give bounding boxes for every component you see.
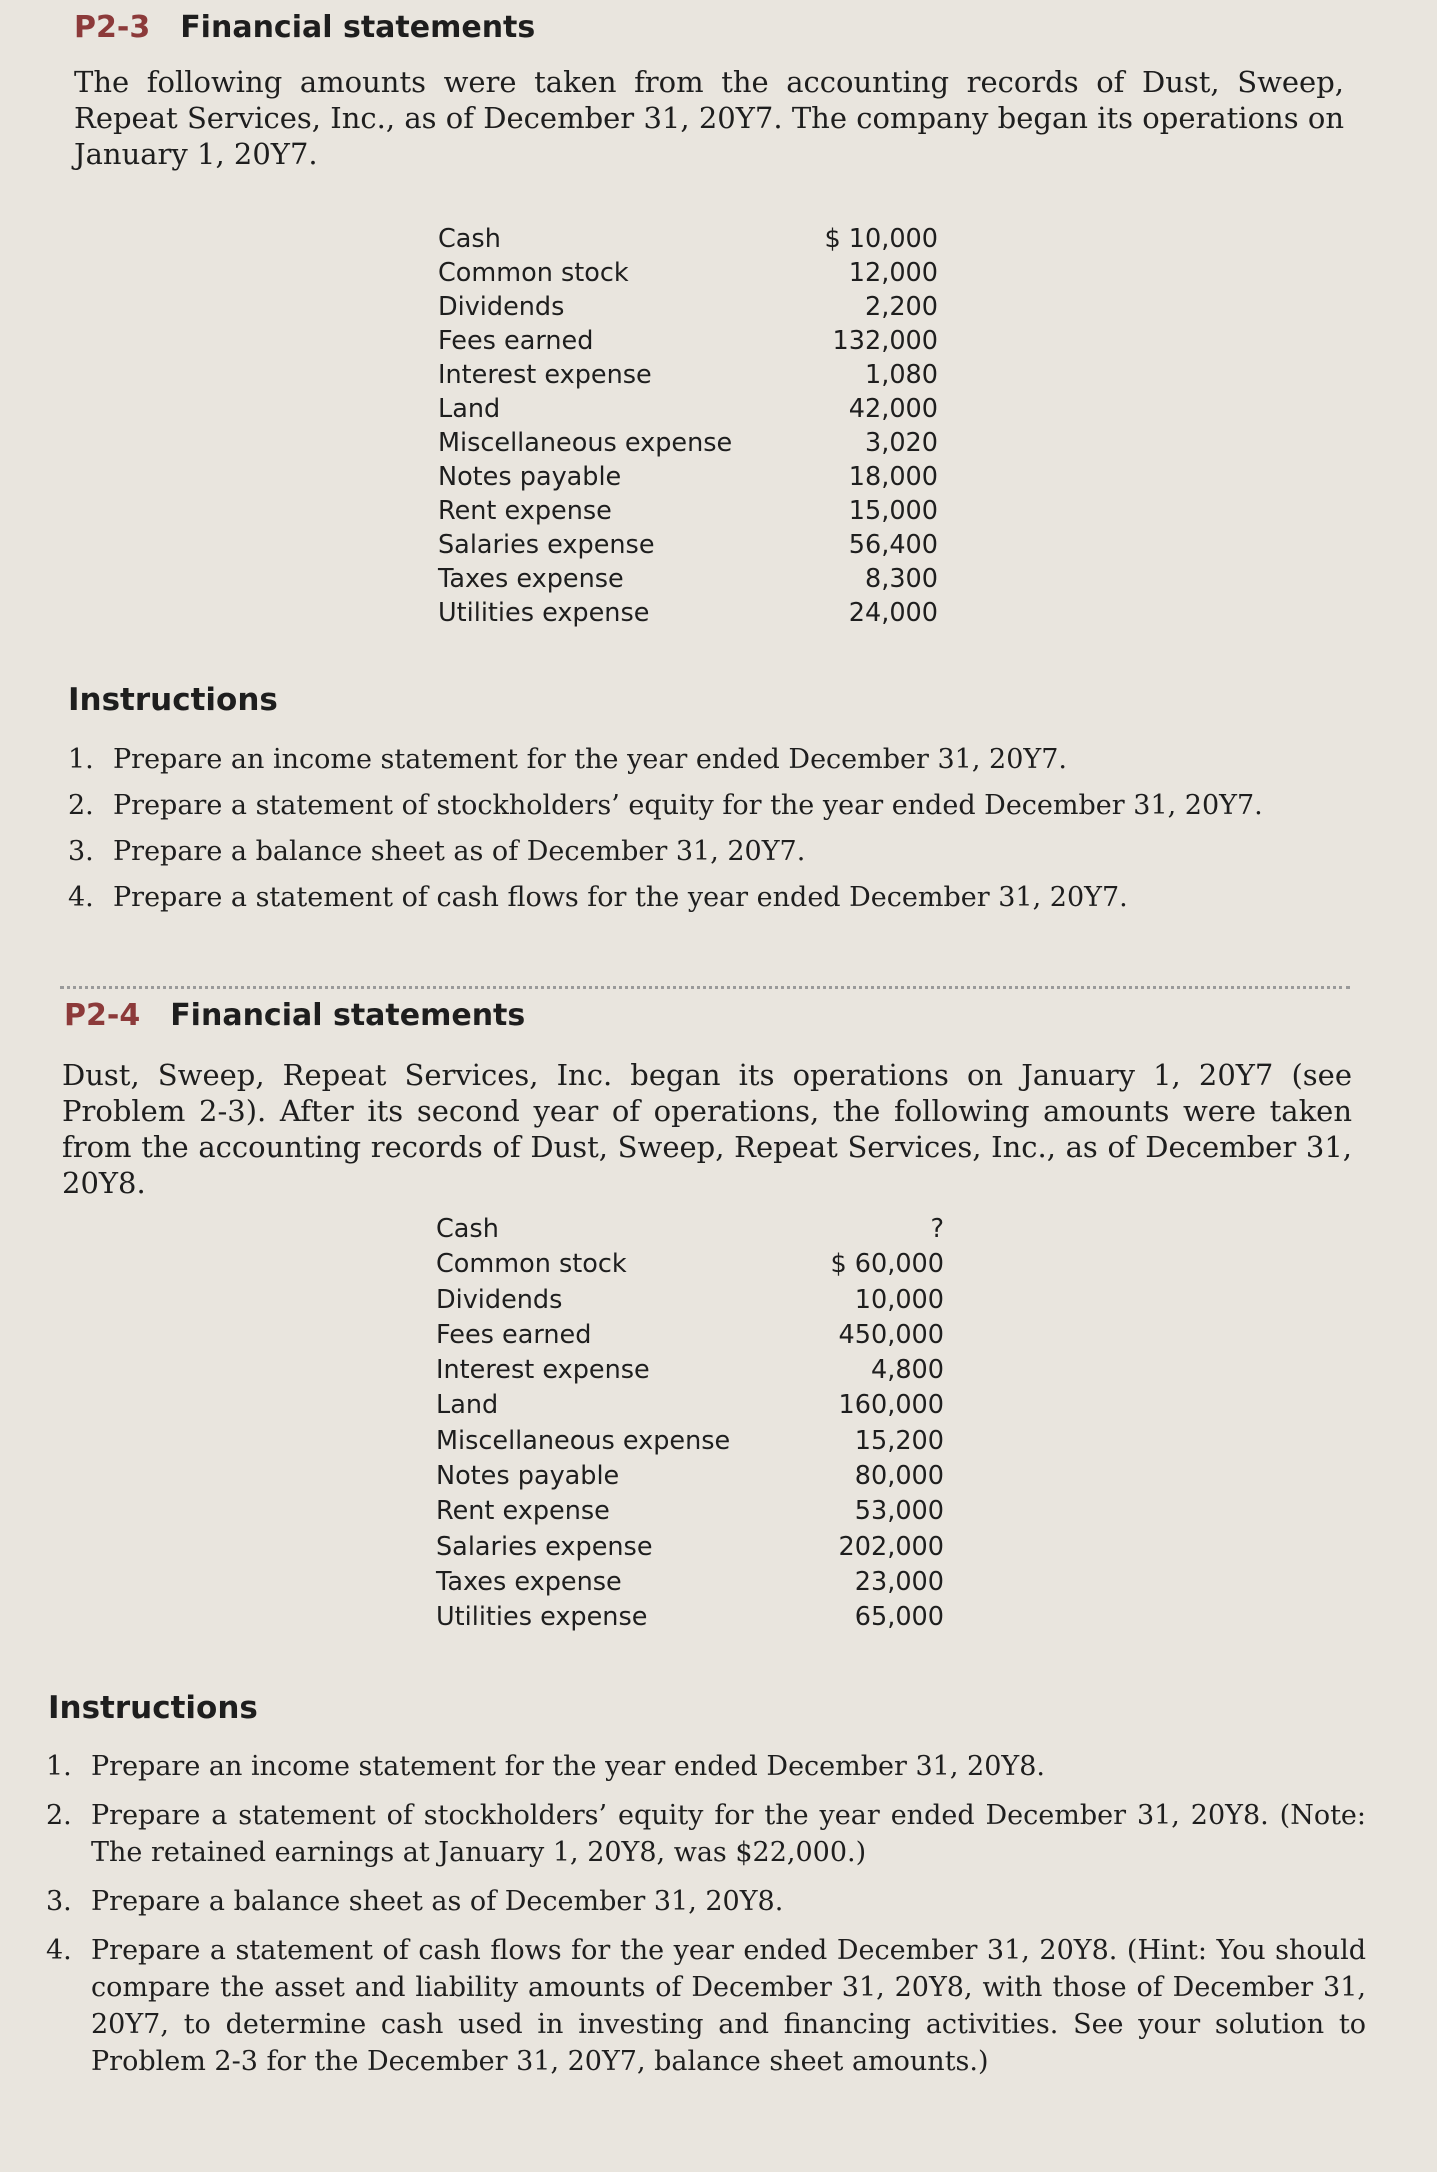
account-label: Rent expense	[436, 1496, 610, 1527]
account-amount: 56,400	[848, 530, 938, 560]
account-row	[436, 1390, 944, 1425]
account-label: Fees earned	[438, 326, 594, 356]
instruction-text: Prepare a statement of cash flows for the year ended December 31, 20Y8. (Hint: You should compare the asset and liability amounts of December 31, 20Y8, with those of December 31, 20Y7, to determine cash used in investing and financing activities. See your solution to Problem 2-3 for the December 31, 20Y7, balance sheet amounts.)	[91, 1935, 1366, 2077]
account-label: Utilities expense	[436, 1602, 648, 1633]
account-label: Miscellaneous expense	[438, 428, 733, 458]
instruction-text: Prepare an income statement for the year ended December 31, 20Y7.	[113, 744, 1067, 775]
section-divider	[60, 986, 1350, 989]
account-amount: 160,000	[838, 1390, 944, 1421]
problem-title: Financial statements	[180, 10, 536, 45]
account-amount: 42,000	[848, 394, 938, 424]
problem-heading	[64, 998, 525, 1033]
instructions-list	[68, 740, 1308, 924]
account-label: Miscellaneous expense	[436, 1425, 731, 1456]
accounts-table	[436, 1214, 944, 1638]
account-amount: 12,000	[848, 258, 938, 288]
instruction-number: 4.	[68, 882, 94, 913]
account-row	[438, 258, 938, 292]
account-amount: 23,000	[854, 1566, 944, 1597]
account-amount: 450,000	[838, 1319, 944, 1350]
account-label: Utilities expense	[438, 598, 650, 628]
account-amount: 2,200	[864, 292, 938, 322]
account-row	[436, 1567, 944, 1602]
instruction-text: Prepare a statement of stockholders’ equity for the year ended December 31, 20Y7.	[113, 790, 1263, 821]
account-label: Notes payable	[436, 1461, 620, 1492]
account-row	[436, 1249, 944, 1284]
instruction-text: Prepare a statement of cash flows for the year ended December 31, 20Y7.	[113, 882, 1128, 913]
account-row	[438, 598, 938, 632]
instruction-number: 1.	[46, 1751, 72, 1782]
account-amount: 8,300	[864, 564, 938, 594]
account-row	[438, 564, 938, 598]
account-label: Cash	[438, 224, 501, 254]
account-amount: 15,200	[854, 1425, 944, 1456]
account-label: Salaries expense	[436, 1531, 653, 1562]
account-label: Dividends	[438, 292, 565, 322]
account-amount: 53,000	[854, 1496, 944, 1527]
instruction-number: 4.	[46, 1935, 72, 1966]
account-label: Common stock	[436, 1249, 627, 1280]
account-label: Land	[436, 1390, 499, 1421]
account-row	[436, 1355, 944, 1390]
account-label: Dividends	[436, 1284, 563, 1315]
account-label: Fees earned	[436, 1319, 592, 1350]
account-amount: $ 60,000	[830, 1249, 944, 1280]
account-label: Interest expense	[438, 360, 652, 390]
account-label: Common stock	[438, 258, 629, 288]
problem-number: P2-3	[74, 10, 151, 45]
instructions-heading: Instructions	[48, 1690, 258, 1726]
account-row	[438, 360, 938, 394]
instruction-item	[68, 878, 1308, 918]
account-amount: 4,800	[870, 1355, 944, 1386]
account-row	[436, 1214, 944, 1249]
account-row	[436, 1602, 944, 1637]
instructions-heading: Instructions	[68, 682, 278, 718]
account-amount: 24,000	[848, 598, 938, 628]
account-amount: 132,000	[832, 326, 938, 356]
account-amount: 3,020	[864, 428, 938, 458]
instruction-number: 2.	[46, 1800, 72, 1831]
account-label: Rent expense	[438, 496, 612, 526]
account-row	[436, 1461, 944, 1496]
account-row	[438, 530, 938, 564]
instruction-item	[46, 1797, 1366, 1871]
instruction-item	[46, 1748, 1366, 1785]
instruction-text: Prepare a balance sheet as of December 31, 20Y8.	[91, 1886, 784, 1917]
instruction-item	[46, 1883, 1366, 1920]
account-row	[436, 1496, 944, 1531]
account-amount: 80,000	[854, 1461, 944, 1492]
account-row	[438, 224, 938, 258]
account-amount: ?	[930, 1214, 944, 1244]
accounts-table	[438, 224, 938, 632]
account-label: Land	[438, 394, 501, 424]
problem-heading	[74, 10, 535, 45]
account-row	[438, 462, 938, 496]
problem-title: Financial statements	[170, 998, 526, 1033]
account-row	[436, 1426, 944, 1461]
account-row	[438, 394, 938, 428]
account-amount: 65,000	[854, 1602, 944, 1633]
instruction-item	[68, 832, 1308, 872]
account-row	[436, 1285, 944, 1320]
account-amount: $ 10,000	[824, 224, 938, 254]
instruction-number: 1.	[68, 744, 94, 775]
problem-intro: The following amounts were taken from the accounting records of Dust, Sweep, Repeat Services, Inc., as of December 31, 20Y7. The company began its operations on January 1, 20Y7.	[74, 65, 1344, 171]
account-label: Interest expense	[436, 1355, 650, 1386]
account-label: Salaries expense	[438, 530, 655, 560]
account-row	[436, 1320, 944, 1355]
account-amount: 10,000	[854, 1284, 944, 1315]
instruction-item	[68, 786, 1308, 826]
instruction-item	[46, 1932, 1366, 2080]
problem-number: P2-4	[64, 998, 141, 1033]
account-label: Notes payable	[438, 462, 622, 492]
instruction-text: Prepare a statement of stockholders’ equity for the year ended December 31, 20Y8. (Note: The retained earnings at January 1, 20Y8, was $22,000.)	[91, 1800, 1366, 1868]
instruction-number: 3.	[68, 836, 94, 867]
instructions-list	[46, 1748, 1366, 2092]
account-label: Cash	[436, 1214, 499, 1244]
instruction-number: 2.	[68, 790, 94, 821]
problem-intro: Dust, Sweep, Repeat Services, Inc. began its operations on January 1, 20Y7 (see Problem 2-3). After its second year of operations, the following amounts were taken from the accounting records of Dust, Sweep, Repeat Services, Inc., as of December 31, 20Y8.	[62, 1058, 1352, 1200]
account-row	[436, 1532, 944, 1567]
account-amount: 18,000	[848, 462, 938, 492]
instruction-item	[68, 740, 1308, 780]
account-row	[438, 496, 938, 530]
account-amount: 202,000	[838, 1531, 944, 1562]
instruction-text: Prepare a balance sheet as of December 31, 20Y7.	[113, 836, 806, 867]
account-row	[438, 292, 938, 326]
account-label: Taxes expense	[436, 1566, 622, 1597]
account-amount: 1,080	[864, 360, 938, 390]
instruction-number: 3.	[46, 1886, 72, 1917]
instruction-text: Prepare an income statement for the year ended December 31, 20Y8.	[91, 1751, 1045, 1782]
account-amount: 15,000	[848, 496, 938, 526]
account-row	[438, 326, 938, 360]
account-label: Taxes expense	[438, 564, 624, 594]
account-row	[438, 428, 938, 462]
